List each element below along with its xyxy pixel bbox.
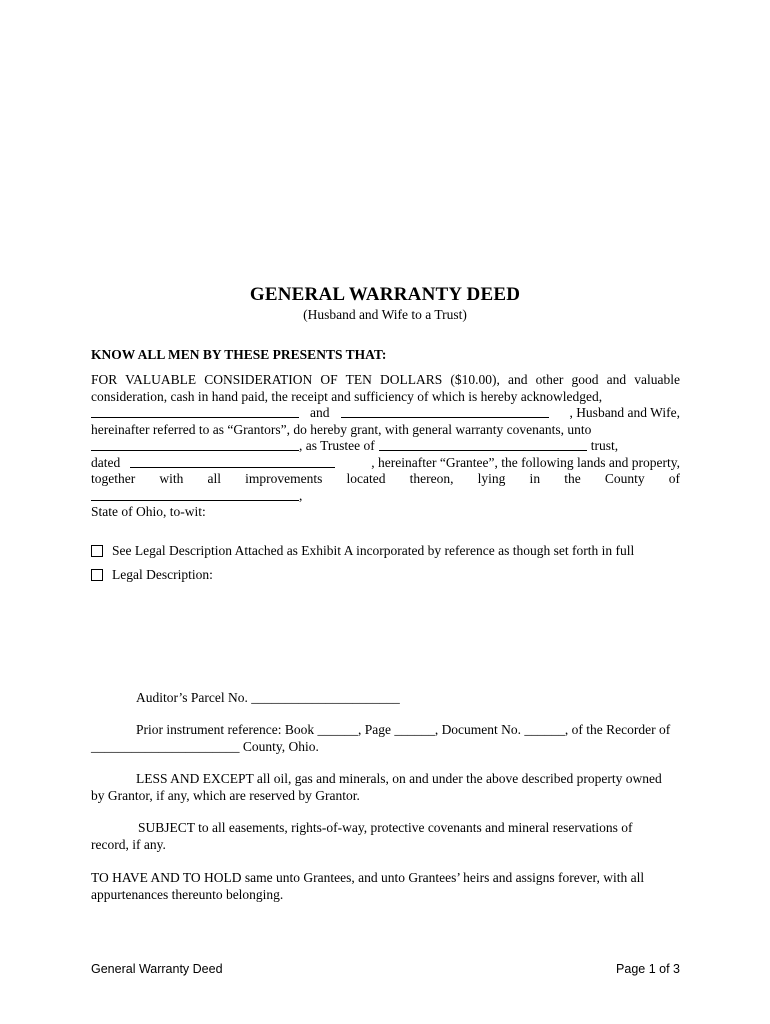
document-subtitle: (Husband and Wife to a Trust) — [303, 307, 467, 322]
trustee-name-blank[interactable] — [91, 438, 299, 451]
legal-description-label: Legal Description: — [112, 567, 213, 582]
consideration-line-4: hereinafter referred to as “Grantors”, do hereby grant, with general warranty covenants, unto — [91, 421, 592, 437]
habendum-paragraph — [91, 870, 680, 903]
exhibit-label: See Legal Description Attached as Exhibit A incorporated by reference as though set forth in full — [112, 543, 635, 558]
county-blank[interactable] — [91, 488, 299, 501]
footer-page-number: Page 1 of 3 — [616, 962, 680, 976]
document-title: GENERAL WARRANTY DEED — [249, 284, 521, 305]
prior-instrument-line-2: ______________________ County, Ohio. — [91, 738, 319, 754]
consideration-line-5 — [91, 438, 680, 455]
prior-instrument-paragraph — [91, 722, 680, 755]
trust-text: trust, — [590, 438, 619, 453]
consideration-line-3 — [91, 405, 680, 422]
dated-text: dated — [91, 454, 121, 470]
subject-line-1: SUBJECT to all easements, rights-of-way, protective covenants and mineral reservations of — [138, 820, 633, 835]
less-except-line-1: LESS AND EXCEPT all oil, gas and minerals, on and under the above described property owned — [136, 771, 662, 786]
less-except-line-2: by Grantor, if any, which are reserved by Grantor. — [91, 787, 360, 803]
trust-date-blank[interactable] — [130, 455, 335, 468]
consideration-line-7: together with all improvements located thereon, lying in the County of — [91, 471, 680, 486]
consideration-line-8 — [91, 488, 680, 505]
consideration-line-2: consideration, cash in hand paid, the receipt and sufficiency of which is hereby acknowledged, — [91, 388, 603, 404]
exhibit-option[interactable] — [91, 543, 634, 559]
grantor-2-blank[interactable] — [341, 405, 549, 418]
less-except-paragraph — [91, 771, 680, 804]
grantee-text: , hereinafter “Grantee”, the following lands and property, — [371, 454, 680, 470]
comma-text: , — [299, 487, 303, 503]
parcel-blank[interactable]: ______________________ — [251, 690, 400, 705]
habendum-line-2: appurtenances thereunto belonging. — [91, 886, 284, 902]
subject-line-2: record, if any. — [91, 836, 166, 852]
as-trustee-of-text: , as Trustee of — [299, 438, 375, 453]
trust-name-blank[interactable] — [379, 438, 587, 451]
subject-paragraph — [91, 820, 680, 853]
husband-wife-text: , Husband and Wife, — [569, 405, 680, 420]
legal-description-option[interactable] — [91, 567, 213, 583]
grantor-1-blank[interactable] — [91, 405, 299, 418]
consideration-paragraph — [91, 372, 680, 521]
parcel-line — [136, 690, 680, 707]
consideration-line-9: State of Ohio, to-wit: — [91, 504, 206, 519]
consideration-line-1: FOR VALUABLE CONSIDERATION OF TEN DOLLARS ($10.00), and other good and valuable — [91, 372, 680, 387]
consideration-line-6 — [91, 455, 680, 472]
legal-description-checkbox[interactable] — [91, 569, 103, 581]
and-text: and — [310, 405, 330, 420]
parcel-label: Auditor’s Parcel No. — [136, 690, 248, 705]
prior-instrument-line-1: Prior instrument reference: Book ______, Page ______, Document No. ______, of the Recorder of — [136, 722, 671, 737]
exhibit-checkbox[interactable] — [91, 545, 103, 557]
section-heading: KNOW ALL MEN BY THESE PRESENTS THAT: — [91, 347, 387, 362]
habendum-line-1: TO HAVE AND TO HOLD same unto Grantees, and unto Grantees’ heirs and assigns forever, with all — [91, 870, 645, 885]
footer-title: General Warranty Deed — [91, 962, 223, 976]
